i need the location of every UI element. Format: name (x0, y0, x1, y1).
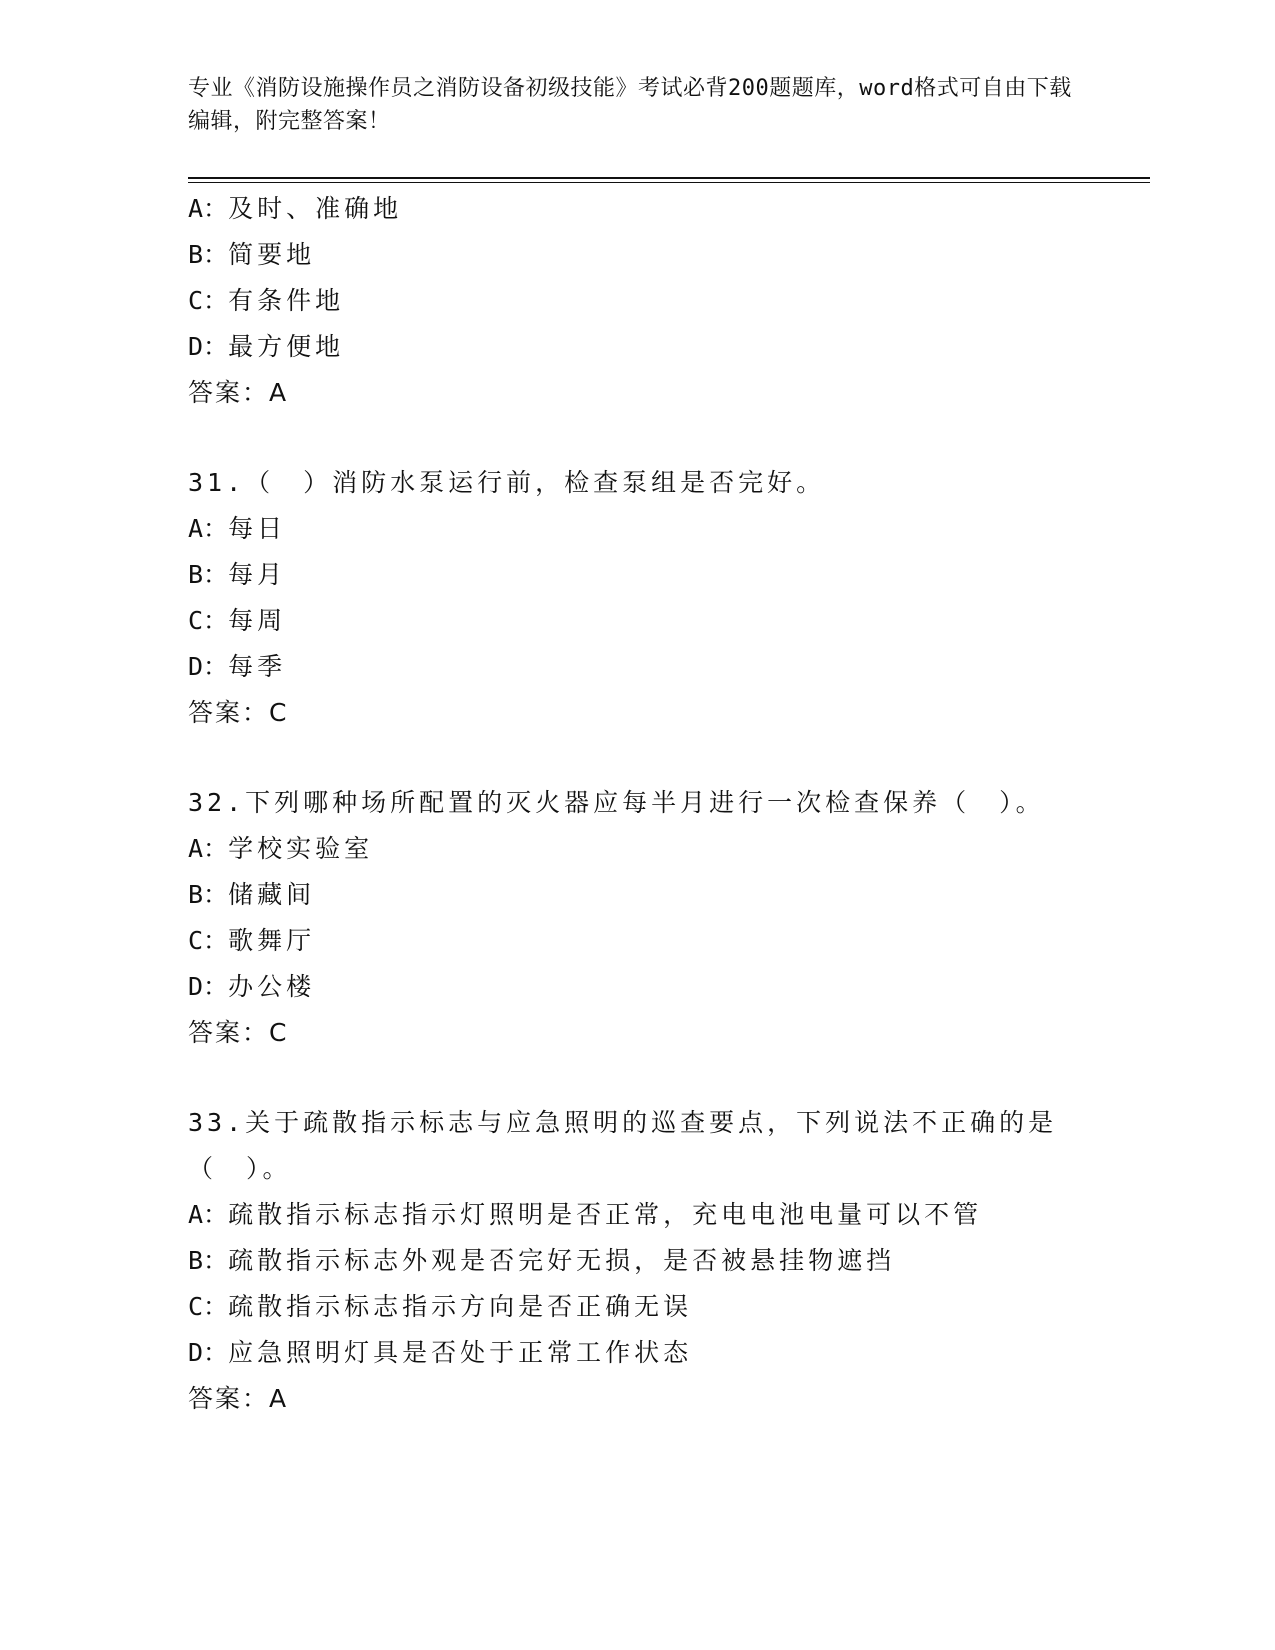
option-key: C： (188, 1292, 229, 1321)
option-a (188, 1192, 1088, 1238)
option-d (188, 964, 1088, 1010)
option-b (188, 552, 1088, 598)
spacer (188, 416, 1088, 460)
option-d (188, 324, 1088, 370)
option-key: D： (188, 332, 229, 361)
option-d (188, 644, 1088, 690)
question-block (188, 186, 1088, 416)
question-text: 32.下列哪种场所配置的灭火器应每半月进行一次检查保养（ ）。 (188, 788, 1045, 817)
question-text: 31.（ ）消防水泵运行前，检查泵组是否完好。 (188, 468, 826, 497)
option-text: 疏散指示标志指示方向是否正确无误 (228, 1292, 693, 1321)
answer-line: 答案：A (188, 1384, 289, 1413)
option-key: A： (188, 514, 229, 543)
option-b (188, 232, 1088, 278)
option-c (188, 278, 1088, 324)
option-c (188, 918, 1088, 964)
option-key: D： (188, 972, 229, 1001)
option-key: B： (188, 880, 229, 909)
option-b (188, 872, 1088, 918)
option-text: 储藏间 (228, 880, 316, 909)
question-block (188, 780, 1088, 1056)
option-a (188, 826, 1088, 872)
option-text: 学校实验室 (228, 834, 374, 863)
question-list (188, 186, 1088, 1422)
option-c (188, 598, 1088, 644)
option-text: 有条件地 (228, 286, 345, 315)
option-key: D： (188, 652, 229, 681)
option-text: 每季 (228, 652, 287, 681)
option-key: B： (188, 1246, 229, 1275)
option-d (188, 1330, 1088, 1376)
option-text: 疏散指示标志外观是否完好无损，是否被悬挂物遮挡 (228, 1246, 896, 1275)
option-key: C： (188, 606, 229, 635)
option-text: 疏散指示标志指示灯照明是否正常，充电电池电量可以不管 (228, 1200, 983, 1229)
option-key: C： (188, 926, 229, 955)
option-text: 及时、准确地 (228, 194, 403, 223)
document-header: 专业《消防设施操作员之消防设备初级技能》考试必背200题题库，word格式可自由下载编辑，附完整答案！ (188, 76, 1072, 134)
option-key: A： (188, 1200, 229, 1229)
option-text: 每月 (228, 560, 287, 589)
option-text: 每周 (228, 606, 287, 635)
answer-line: 答案：A (188, 378, 289, 407)
question-block (188, 1100, 1088, 1422)
header-rule-thick (188, 177, 1150, 179)
header-rule-thin (188, 182, 1150, 183)
option-key: A： (188, 194, 229, 223)
answer-line: 答案：C (188, 1018, 289, 1047)
option-c (188, 1284, 1088, 1330)
option-text: 办公楼 (228, 972, 316, 1001)
question-block (188, 460, 1088, 736)
option-a (188, 506, 1088, 552)
option-key: C： (188, 286, 229, 315)
option-key: D： (188, 1338, 229, 1367)
option-text: 简要地 (228, 240, 316, 269)
option-text: 每日 (228, 514, 287, 543)
option-a (188, 186, 1088, 232)
spacer (188, 736, 1088, 780)
option-text: 最方便地 (228, 332, 345, 361)
option-b (188, 1238, 1088, 1284)
answer-line: 答案：C (188, 698, 289, 727)
question-text: 33.关于疏散指示标志与应急照明的巡查要点，下列说法不正确的是（ ）。 (188, 1108, 1058, 1183)
spacer (188, 1056, 1088, 1100)
option-key: A： (188, 834, 229, 863)
option-text: 应急照明灯具是否处于正常工作状态 (228, 1338, 693, 1367)
option-key: B： (188, 560, 229, 589)
option-text: 歌舞厅 (228, 926, 316, 955)
option-key: B： (188, 240, 229, 269)
